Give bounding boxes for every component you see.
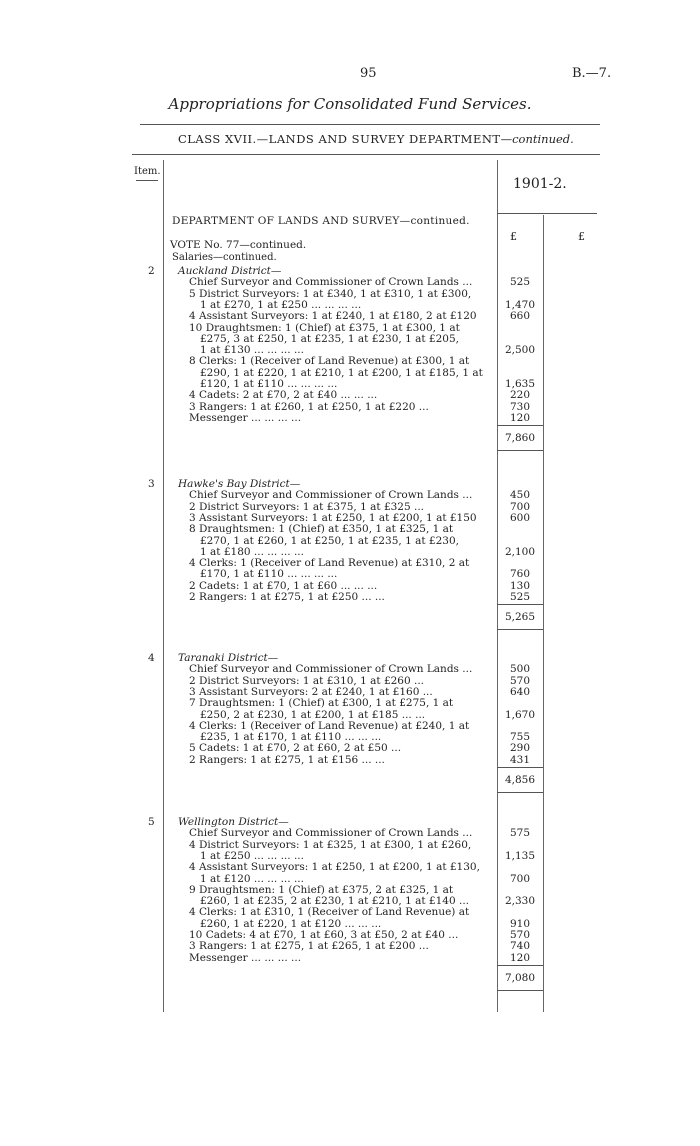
salary-amount: 755 — [509, 731, 531, 744]
salary-line: 2 Cadets: 1 at £70, 1 at £60 ... ... ... — [189, 579, 378, 592]
salary-amount: 2,100 — [504, 545, 536, 558]
total-rule — [497, 990, 543, 991]
salary-line: 5 Cadets: 1 at £70, 2 at £60, 2 at £50 ... — [189, 742, 402, 755]
salary-amount: 570 — [509, 674, 531, 687]
salary-amount: 1,635 — [504, 378, 536, 390]
salary-amount: 525 — [509, 591, 531, 603]
salary-line: 2 Rangers: 1 at £275, 1 at £156 ... ... — [189, 753, 385, 766]
salary-line: 3 Rangers: 1 at £275, 1 at £265, 1 at £200 ... — [189, 940, 429, 953]
salary-line: 4 Clerks: 1 (Receiver of Land Revenue) at £240, 1 at — [189, 719, 470, 732]
salary-amount: 220 — [509, 389, 531, 402]
salary-line: 3 Assistant Surveyors: 2 at £240, 1 at £160 ... — [189, 685, 433, 698]
item-number: 5 — [148, 816, 155, 828]
salary-amount: 1,470 — [504, 298, 536, 311]
salary-amount: 525 — [509, 276, 531, 289]
salary-amount: 1,670 — [504, 708, 536, 721]
salary-line: 4 Cadets: 2 at £70, 2 at £40 ... ... ... — [189, 389, 378, 402]
salary-amount: 500 — [509, 663, 531, 676]
salary-line: 4 Clerks: 1 at £310, 1 (Receiver of Land Revenue) at — [189, 906, 470, 919]
header-rule — [132, 154, 600, 155]
page-number: 95 — [360, 66, 377, 81]
salary-line: 4 District Surveyors: 1 at £325, 1 at £300, 1 at £260, — [189, 838, 472, 851]
district-total: 5,265 — [504, 611, 536, 624]
salary-amount: 600 — [509, 511, 531, 524]
salary-line: 1 at £250 ... ... ... ... — [200, 849, 304, 862]
salary-line: 2 Rangers: 1 at £275, 1 at £250 ... ... — [189, 591, 385, 603]
salary-line: 4 Clerks: 1 (Receiver of Land Revenue) at £310, 2 at — [189, 557, 470, 570]
vote-heading: VOTE No. 77—continued. — [170, 239, 307, 251]
subtotal-rule — [497, 767, 543, 768]
district-total: 7,860 — [504, 432, 536, 445]
salary-line: Chief Surveyor and Commissioner of Crown Lands ... — [189, 276, 473, 289]
salary-line: Messenger ... ... ... ... — [189, 411, 302, 424]
salary-line: £260, 1 at £235, 2 at £230, 1 at £210, 1 at £140 ... — [200, 895, 470, 908]
salary-amount: 740 — [509, 940, 531, 953]
salary-amount: 575 — [509, 827, 531, 840]
salary-line: £170, 1 at £110 ... ... ... ... — [200, 568, 338, 581]
total-rule — [497, 792, 543, 793]
salary-amount: 2,330 — [504, 895, 536, 908]
salary-line: £250, 2 at £230, 1 at £200, 1 at £185 ... ... — [200, 708, 426, 721]
salary-line: Chief Surveyor and Commissioner of Crown Lands ... — [189, 489, 473, 502]
salary-line: 3 Assistant Surveyors: 1 at £250, 1 at £200, 1 at £150 — [189, 511, 477, 524]
district-heading: Wellington District— — [178, 816, 289, 828]
currency-col1: £ — [510, 230, 517, 243]
salary-amount: 130 — [509, 579, 531, 592]
salary-line: £290, 1 at £220, 1 at £210, 1 at £200, 1 at £185, 1 at — [200, 366, 483, 379]
salary-amount: 450 — [509, 489, 531, 502]
salary-line: 5 District Surveyors: 1 at £340, 1 at £310, 1 at £300, — [189, 287, 472, 300]
class-heading-text: CLASS XVII.—LANDS AND SURVEY DEPARTMENT — [178, 132, 501, 146]
salary-line: 1 at £270, 1 at £250 ... ... ... ... — [200, 298, 362, 311]
salary-line: £270, 1 at £260, 1 at £250, 1 at £235, 1 at £230, — [200, 534, 459, 547]
item-column-header: Item. — [134, 166, 161, 177]
class-heading — [178, 132, 574, 146]
amount-column-rule-left — [497, 160, 498, 1012]
salary-line: 8 Draughtsmen: 1 (Chief) at £350, 1 at £325, 1 at — [189, 523, 454, 536]
currency-col2: £ — [578, 230, 585, 243]
district-total: 7,080 — [504, 971, 536, 984]
district-heading: Auckland District— — [178, 265, 282, 277]
salary-line: £235, 1 at £170, 1 at £110 ... ... ... — [200, 731, 382, 744]
salary-line: £120, 1 at £110 ... ... ... ... — [200, 378, 338, 390]
subtotal-rule — [497, 425, 543, 426]
salary-line: Messenger ... ... ... ... — [189, 951, 302, 964]
salary-line: 2 District Surveyors: 1 at £375, 1 at £325 ... — [189, 500, 425, 513]
district-heading: Taranaki District— — [178, 652, 279, 664]
salary-line: £260, 1 at £220, 1 at £120 ... ... ... — [200, 917, 382, 930]
salary-amount: 120 — [509, 951, 531, 964]
salary-line: 4 Assistant Surveyors: 1 at £240, 1 at £180, 2 at £120 — [189, 310, 477, 323]
class-heading-suffix: —continued. — [500, 132, 574, 146]
department-heading: DEPARTMENT OF LANDS AND SURVEY—continued. — [172, 215, 470, 227]
salary-amount: 730 — [509, 400, 531, 413]
salary-amount: 700 — [509, 500, 531, 513]
salaries-heading: Salaries—continued. — [172, 252, 277, 263]
salary-line: Chief Surveyor and Commissioner of Crown Lands ... — [189, 663, 473, 676]
salary-amount: 700 — [509, 872, 531, 885]
amount-column-rule-mid — [543, 215, 544, 1012]
salary-line: 7 Draughtsmen: 1 (Chief) at £300, 1 at £275, 1 at — [189, 697, 454, 710]
salary-line: 10 Cadets: 4 at £70, 1 at £60, 3 at £50, 2 at £40 ... — [189, 929, 459, 941]
salary-line: 2 District Surveyors: 1 at £310, 1 at £260 ... — [189, 674, 425, 687]
district-total: 4,856 — [504, 774, 536, 786]
document-reference: B.—7. — [572, 66, 612, 81]
salary-amount: 120 — [509, 411, 531, 424]
item-number: 2 — [148, 265, 155, 277]
page-title: Appropriations for Consolidated Fund Services. — [168, 95, 532, 113]
salary-line: Chief Surveyor and Commissioner of Crown Lands ... — [189, 827, 473, 840]
salary-amount: 290 — [509, 742, 531, 755]
year-column-header: 1901-2. — [513, 176, 567, 192]
item-number: 3 — [148, 478, 155, 490]
subtotal-rule — [497, 604, 543, 605]
salary-amount: 1,135 — [504, 849, 536, 862]
salary-line: 1 at £120 ... ... ... ... — [200, 872, 304, 885]
item-column-rule — [163, 160, 164, 1012]
salary-line: 9 Draughtsmen: 1 (Chief) at £375, 2 at £325, 1 at — [189, 883, 454, 896]
subtotal-rule — [497, 965, 543, 966]
top-rule — [140, 124, 600, 125]
salary-amount: 660 — [509, 310, 531, 323]
salary-amount: 2,500 — [504, 344, 536, 357]
salary-line: 4 Assistant Surveyors: 1 at £250, 1 at £200, 1 at £130, — [189, 861, 480, 874]
salary-line: 3 Rangers: 1 at £260, 1 at £250, 1 at £220 ... — [189, 400, 429, 413]
total-rule — [497, 629, 543, 630]
salary-amount: 760 — [509, 568, 531, 581]
item-header-underline — [136, 180, 158, 181]
salary-amount: 431 — [509, 753, 531, 766]
salary-line: 1 at £180 ... ... ... ... — [200, 545, 304, 558]
item-number: 4 — [148, 652, 155, 664]
salary-amount: 640 — [509, 685, 531, 698]
year-rule — [497, 213, 597, 214]
salary-amount: 570 — [509, 929, 531, 941]
salary-line: 10 Draughtsmen: 1 (Chief) at £375, 1 at £300, 1 at — [189, 321, 460, 334]
salary-line: £275, 3 at £250, 1 at £235, 1 at £230, 1 at £205, — [200, 332, 459, 345]
salary-line: 8 Clerks: 1 (Receiver of Land Revenue) at £300, 1 at — [189, 355, 470, 368]
salary-line: 1 at £130 ... ... ... ... — [200, 344, 304, 357]
salary-amount: 910 — [509, 917, 531, 930]
total-rule — [497, 450, 543, 451]
district-heading: Hawke's Bay District— — [178, 478, 301, 490]
